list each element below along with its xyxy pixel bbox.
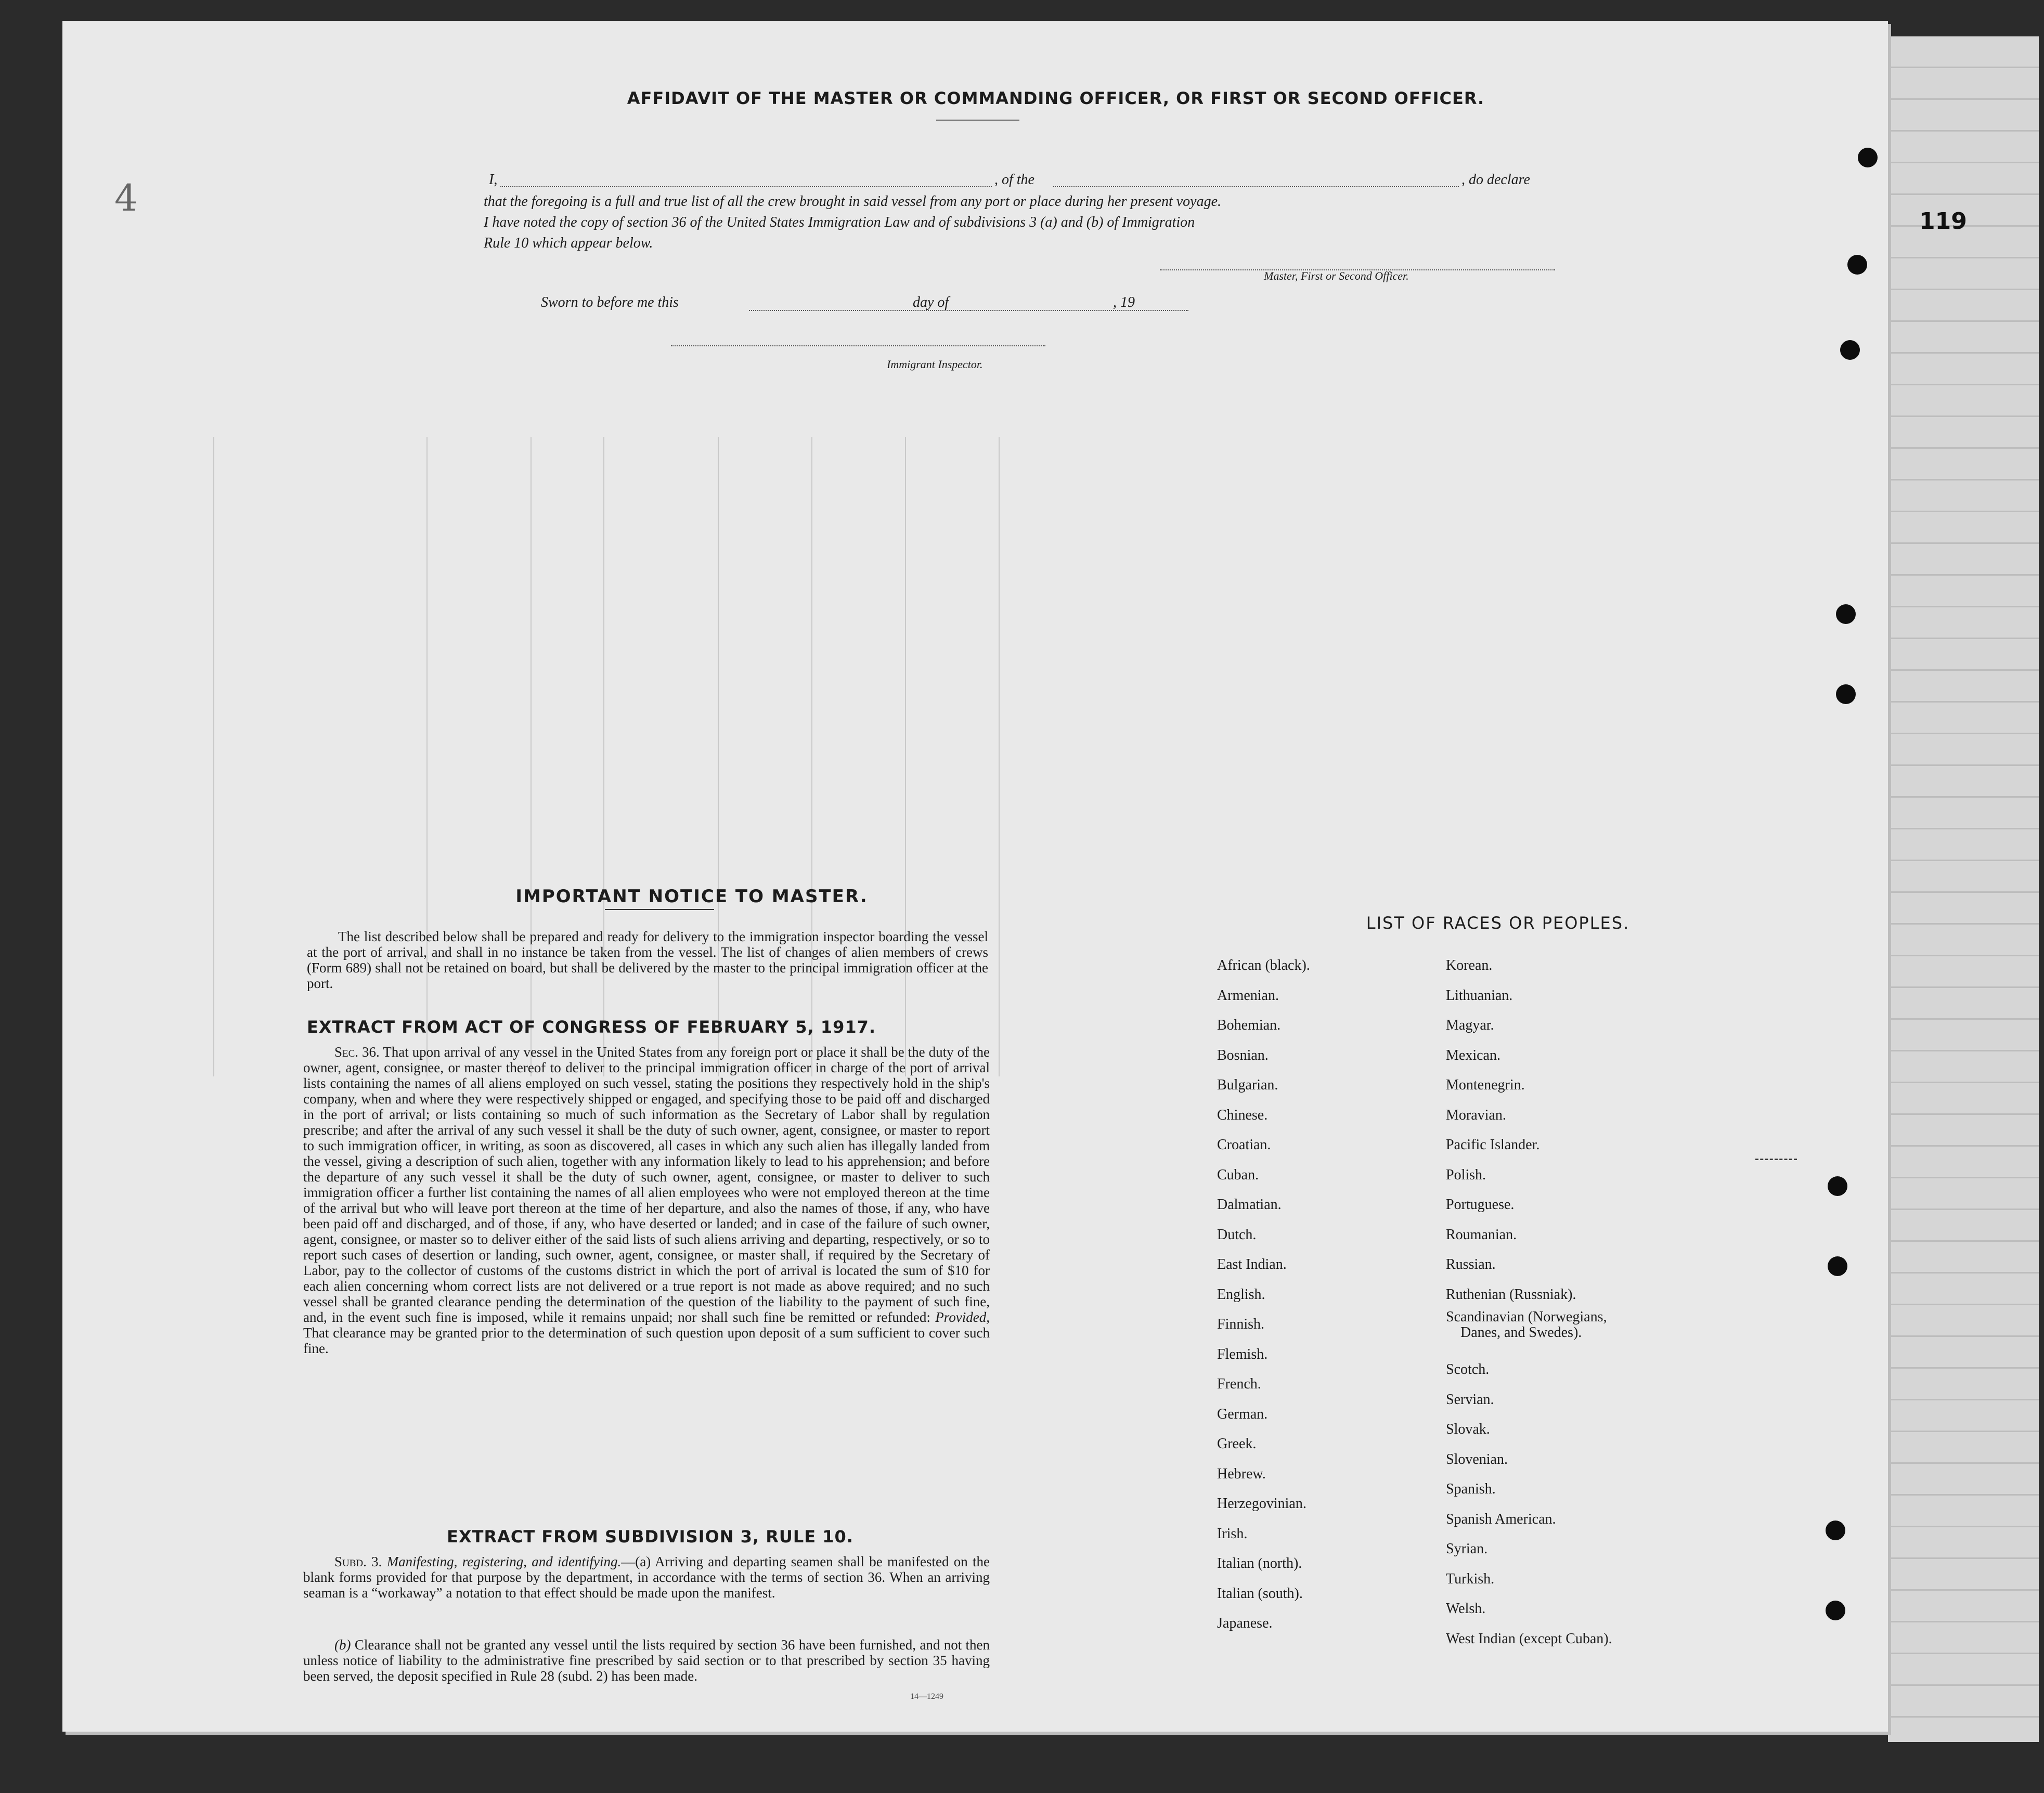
inspector-signature-field[interactable] — [671, 345, 1045, 346]
master-name-field[interactable] — [500, 186, 992, 187]
race-item: Dutch. — [1217, 1226, 1257, 1243]
subd-para-a: —(a) Arriving and departing seamen shall be manifested on the blank forms provided for that purpose by the department, in accordance with the terms of section 36. When an arriving seaman is a “workaway” a notation to that effect should be made upon the manifest. — [303, 1554, 990, 1601]
race-item: Korean. — [1446, 957, 1493, 973]
race-item: Slovak. — [1446, 1421, 1490, 1437]
race-item: African (black). — [1217, 957, 1310, 973]
para-b-label: (b) — [334, 1637, 351, 1653]
races-title: LIST OF RACES OR PEOPLES. — [1366, 913, 1630, 933]
affidavit-declare: , do declare — [1461, 172, 1530, 188]
affidavit-title: AFFIDAVIT OF THE MASTER OR COMMANDING OFFICER, OR FIRST OR SECOND OFFICER. — [627, 88, 1485, 108]
binder-hole — [1840, 340, 1860, 360]
affidavit-i: I, — [489, 172, 498, 188]
race-item: West Indian (except Cuban). — [1446, 1630, 1612, 1647]
race-item: Finnish. — [1217, 1316, 1265, 1332]
underlying-manifest-page — [1888, 36, 2039, 1742]
notice-title: IMPORTANT NOTICE TO MASTER. — [515, 886, 868, 907]
extract-rule-para-a — [303, 1554, 990, 1601]
bleed-through-title — [229, 192, 241, 235]
race-item: Lithuanian. — [1446, 987, 1513, 1004]
bleed-column-rule — [999, 437, 1000, 1076]
proviso-text: That clearance may be granted prior to the determination of such question upon deposit of a sum sufficient to cover such fine. — [303, 1325, 990, 1356]
master-caption: Master, First or Second Officer. — [1264, 269, 1409, 282]
race-item: Portuguese. — [1446, 1197, 1515, 1213]
race-item: Scotch. — [1446, 1361, 1490, 1378]
race-item: Cuban. — [1217, 1166, 1259, 1183]
section-label: Sec. 36. — [334, 1044, 380, 1060]
binder-hole — [1836, 684, 1856, 704]
manifest-back-sheet — [62, 21, 1888, 1732]
inspector-caption: Immigrant Inspector. — [887, 358, 983, 371]
binder-hole — [1828, 1176, 1847, 1196]
sworn-month-field[interactable] — [970, 310, 1188, 311]
extract-rule-para-b — [303, 1637, 990, 1684]
race-item: Bulgarian. — [1217, 1077, 1278, 1093]
binder-hole — [1858, 148, 1878, 167]
extract-act-title: EXTRACT FROM ACT OF CONGRESS OF FEBRUARY 5, 1917. — [307, 1017, 876, 1037]
race-item: Spanish American. — [1446, 1511, 1556, 1527]
page-number: 119 — [1919, 208, 1967, 235]
notice-title-underline — [605, 909, 714, 910]
race-item: Japanese. — [1217, 1615, 1273, 1631]
sworn-day-of: day of — [913, 294, 949, 310]
bleed-column-rule — [213, 437, 214, 1076]
race-item: Spanish. — [1446, 1481, 1496, 1497]
race-item: Greek. — [1217, 1436, 1257, 1452]
race-item: Flemish. — [1217, 1346, 1268, 1362]
extract-rule-title: EXTRACT FROM SUBDIVISION 3, RULE 10. — [447, 1527, 853, 1547]
race-item: Welsh. — [1446, 1601, 1486, 1617]
section-36-text: That upon arrival of any vessel in the United States from any foreign port or place it shall be the duty of the owner, agent, consignee, or master thereof to deliver to the principal immigration officer in charge of the port of arrival lists containing the names of all aliens employed on such vessel, stating the positions they respectively hold in the ship's company, when and where they were respectively shipped or engaged, and specifying those to be paid off and discharged in the port of arrival; or lists containing so much of such information as the Secretary of Labor shall by regulation prescribe; and after the arrival of any such vessel it shall be the duty of such owner, agent, consignee, or master to report to such immigration officer, in writing, as soon as discovered, all cases in which any such alien has illegally landed from the vessel, giving a description of such alien, together with any information likely to lead to his apprehension; and before the departure of any such vessel it shall be the duty of such owner, agent, consignee, or master to deliver to such immigration officer a further list containing the names of all alien employees who were not employed thereon at the time of the arrival but who will leave port thereon at the time of her departure, and also the names of those, if any, who have been paid off and discharged, and of those, if any, who have deserted or landed; and in case of the failure of such owner, agent, consignee, or master so to deliver either of the said lists of such aliens arriving and departing, respectively, or so to report such cases of desertion or landing, such owner, agent, consignee, or master shall, if required by the Secretary of Labor, pay to the collector of customs of the customs district in which the port of arrival is located the sum of $10 for each alien concerning whom correct lists are not delivered or a true report is not made as above required; and no such vessel shall be granted clearance pending the determination of the question of the liability to the payment of such fine, and, in the event such fine is imposed, while it remains unpaid; nor shall such fine be remitted or refunded: — [303, 1044, 990, 1325]
races-right-column — [1446, 951, 1612, 1654]
proviso-label: Provided, — [935, 1309, 990, 1325]
races-left-column — [1217, 951, 1310, 1639]
affidavit-line-2: that the foregoing is a full and true list of all the crew brought in said vessel from any port or place during her present voyage. — [484, 193, 1222, 210]
race-item: Servian. — [1446, 1391, 1494, 1408]
binder-hole — [1828, 1256, 1847, 1276]
race-item: Polish. — [1446, 1166, 1486, 1183]
race-item: Montenegrin. — [1446, 1077, 1525, 1093]
race-item: German. — [1217, 1406, 1268, 1422]
race-item: Chinese. — [1217, 1107, 1268, 1123]
sworn-text: Sworn to before me this — [541, 294, 679, 310]
race-item: Ruthenian (Russniak). — [1446, 1286, 1576, 1303]
race-item: Irish. — [1217, 1525, 1248, 1542]
race-item: French. — [1217, 1376, 1261, 1392]
race-item: Syrian. — [1446, 1541, 1488, 1557]
race-item: Mexican. — [1446, 1047, 1500, 1063]
extract-act-body — [303, 1044, 990, 1356]
margin-handwritten-mark: 4 — [114, 177, 138, 219]
title-rule — [936, 120, 1019, 121]
race-item: Roumanian. — [1446, 1226, 1517, 1243]
race-item: Armenian. — [1217, 987, 1279, 1004]
race-item: Croatian. — [1217, 1137, 1271, 1153]
subd-label: Subd. 3. — [334, 1554, 382, 1569]
race-item: Hebrew. — [1217, 1465, 1266, 1482]
vessel-name-field[interactable] — [1053, 186, 1459, 187]
race-item: Magyar. — [1446, 1017, 1494, 1033]
affidavit-line-4: Rule 10 which appear below. — [484, 235, 653, 251]
para-b-text: Clearance shall not be granted any vessel until the lists required by section 36 have been furnished, and not then unless notice of liability to the administrative fine prescribed by said section or to that prescribed by section 35 having been served, the deposit specified in Rule 28 (subd. 2) has been made. — [303, 1637, 990, 1684]
race-item: Russian. — [1446, 1256, 1496, 1272]
form-code: 14—1249 — [910, 1692, 943, 1701]
race-item: Pacific Islander. — [1446, 1137, 1540, 1153]
race-item: Herzegovinian. — [1217, 1496, 1306, 1512]
binder-hole — [1836, 604, 1856, 624]
race-item: Moravian. — [1446, 1107, 1506, 1123]
race-item: Scandinavian (Norwegians, Danes, and Swedes). — [1446, 1309, 1607, 1341]
notice-body: The list described below shall be prepared and ready for delivery to the immigration inspector boarding the vessel at the port of arrival, and shall in no instance be taken from the vessel. The list of changes of alien members of crews (Form 689) shall not be retained on board, but shall be delivered by the master to the principal immigration officer at the port. — [307, 929, 988, 991]
race-item: Italian (south). — [1217, 1585, 1303, 1602]
subd-heading: Manifesting, registering, and identifying. — [386, 1554, 622, 1569]
race-item: East Indian. — [1217, 1256, 1287, 1272]
race-item: Bosnian. — [1217, 1047, 1269, 1063]
affidavit-of-the: , of the — [994, 172, 1034, 188]
race-item: Bohemian. — [1217, 1017, 1281, 1033]
binder-hole — [1847, 255, 1867, 275]
race-item: Dalmatian. — [1217, 1197, 1282, 1213]
race-item: Turkish. — [1446, 1570, 1495, 1587]
pencil-dash-mark — [1755, 1159, 1797, 1160]
affidavit-line-3: I have noted the copy of section 36 of the United States Immigration Law and of subdivisions 3 (a) and (b) of Immigration — [484, 214, 1195, 230]
race-item: English. — [1217, 1286, 1265, 1303]
binder-hole — [1826, 1521, 1845, 1540]
binder-hole — [1826, 1601, 1845, 1620]
sworn-year: , 19 — [1113, 294, 1135, 310]
race-item: Italian (north). — [1217, 1555, 1302, 1571]
race-item: Slovenian. — [1446, 1451, 1508, 1467]
